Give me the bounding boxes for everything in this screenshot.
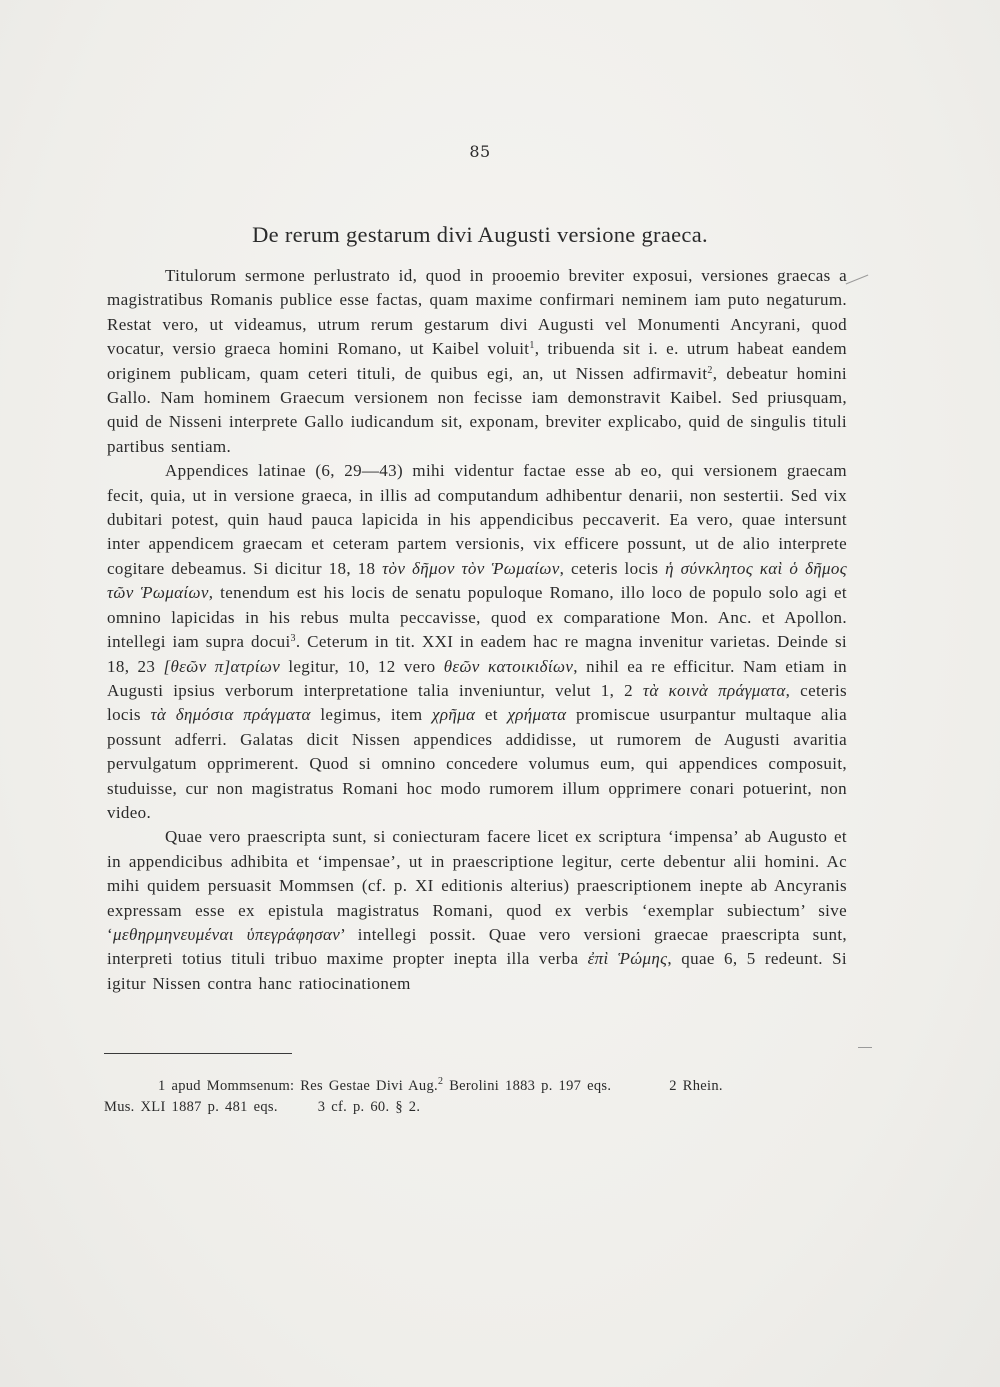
text-run: , quae 6, 5 redeunt. Si igitur Nissen contra hanc ratiocinationem	[107, 949, 848, 993]
greek-phrase: [θεῶν π]ατρίων	[163, 656, 281, 676]
footnote-2-start: 2 Rhein.	[669, 1078, 723, 1094]
greek-phrase: μεθηρμηνευμέναι ὑπεγράφησαν	[113, 924, 341, 944]
page-number: 85	[469, 142, 491, 161]
text-run: Titulorum sermone perlustrato id, quod in prooemio breviter exposui, versiones graecas a magistratibus Romanis publice esse factas, quam maxime confirmari neminem iam puto negaturum. Restat vero, ut videamus, utrum rerum gestarum divi Augusti vel Monumenti Ancyrani, quod vocatur, versio graeca homini Romano, ut Kaibel voluit	[107, 266, 847, 359]
paragraph	[107, 825, 847, 996]
body-text	[107, 264, 847, 996]
section-title: De rerum gestarum divi Augusti versione graeca.	[252, 222, 708, 247]
footnote-ref: 3	[290, 633, 296, 645]
footnote-1-text: 1 apud Mommsenum: Res Gestae Divi Aug.	[158, 1078, 438, 1094]
greek-phrase: τὰ κοινὰ πράγματα	[642, 680, 786, 700]
text-run: , ceteris locis	[107, 680, 847, 725]
footnote-1-sup: 2	[437, 1076, 444, 1087]
text-run: et	[475, 705, 508, 725]
text-run: Appendices latinae (6, 29—43) mihi videntur factae esse ab eo, qui versionem graecam fecit, quia, ut in versione graeca, in illis ad computandum adhibentur denarii, non sestertii. Sed vix dubitari potest, quin haud pauca lapicida in his appendicibus peccaverit. Ea vero, quae intersunt inter appendicem graecam et ceteram partem versionis, vix efficere possunt, ut de alio interprete cogitare debeamus. Si dicitur 18, 18	[107, 461, 847, 578]
text-run: Quae vero praescripta sunt, si coniecturam facere licet ex scriptura ‘impensa’ ab Augusto et in appendicibus adhibita et ‘impensae’, ut in praescriptione legitur, certe debentur alii homini. Ac mihi quidem persuasit Mommsen (cf. p. XI editionis alterius) praescriptionem inepte ab Ancyranis expressam esse ex epistula magistratus Romani, quod ex verbis ‘exemplar subiectum’ sive ‘	[107, 827, 847, 944]
greek-phrase: ἐπὶ Ῥώμης	[587, 949, 668, 969]
text-run: , tenendum est his locis de senatu populoque Romano, illo loco de populo solo agi et omnino lapicidas in his rebus multa peccavisse, quod ex comparatione Mon. Anc. et Apollon. intellegi iam supra docui	[107, 583, 847, 652]
text-run: , ceteris locis	[559, 558, 666, 578]
greek-phrase: ἡ σύνκλητος καὶ ὁ δῆμος τῶν Ῥωμαίων	[107, 558, 847, 603]
margin-mark	[846, 275, 869, 285]
text-run: , nihil ea re efficitur. Nam etiam in Augusti ipsius verborum interpretatione talia inveniuntur, velut 1, 2	[107, 656, 847, 700]
footnote-line	[104, 1076, 844, 1097]
greek-phrase: τὰ δημόσια πράγματα	[150, 705, 311, 725]
text-run: , debeatur homini Gallo. Nam hominem Graecum versionem non fecisse iam demonstravit Kaibel. Sed priusquam, quid de Nisseni interprete Gallo iudicandum sit, exponam, breviter explicabo, quid de singulis tituli partibus sentiam.	[107, 363, 847, 456]
text-run: promiscue usurpantur multaque alia possunt adferri. Galatas dicit Nissen appendices addidisse, ut rumorem de Augusti avaritia pervulgatum opprimerent. Quod si omnino concedere volumus eum, qui appendices composuit, studuisse, cur non magistratus Romani hoc modo rumorem illum opprimere conari potuerint, non video.	[107, 705, 847, 822]
footnote-ref: 2	[707, 364, 713, 376]
text-run: ’ intellegi possit. Quae vero versioni graecae praescripta sunt, interpreti totius tituli tribuo maxime propter inepta illa verba	[107, 924, 847, 969]
footnote-line	[104, 1097, 844, 1118]
margin-mark	[858, 1047, 872, 1048]
paragraph	[107, 264, 847, 459]
footnote-3: 3 cf. p. 60. § 2.	[317, 1098, 421, 1115]
footnote-rule	[104, 1053, 292, 1054]
footnote-2-rest: Mus. XLI 1887 p. 481 eqs.	[104, 1098, 278, 1115]
footnote-ref: 1	[529, 340, 535, 352]
text-run: legitur, 10, 12 vero	[280, 656, 444, 676]
footnotes	[104, 1076, 844, 1117]
text-run: legimus, item	[310, 705, 433, 725]
paragraph	[107, 459, 847, 825]
greek-phrase: θεῶν κατοικιδίων	[443, 656, 574, 676]
greek-phrase: χρῆμα	[432, 705, 476, 725]
text-run: , tribuenda sit i. e. utrum habeat eandem originem publicam, quam ceteri tituli, de quibus egi, an, ut Nissen adfirmavit	[107, 339, 847, 383]
greek-phrase: χρήματα	[507, 705, 567, 725]
greek-phrase: τὸν δῆμον τὸν Ῥωμαίων	[382, 558, 560, 578]
text-run: . Ceterum in tit. XXI in eadem hac re magna invenitur varietas. Deinde si 18, 23	[107, 632, 847, 676]
footnote-1-rest: Berolini 1883 p. 197 eqs.	[443, 1078, 612, 1094]
